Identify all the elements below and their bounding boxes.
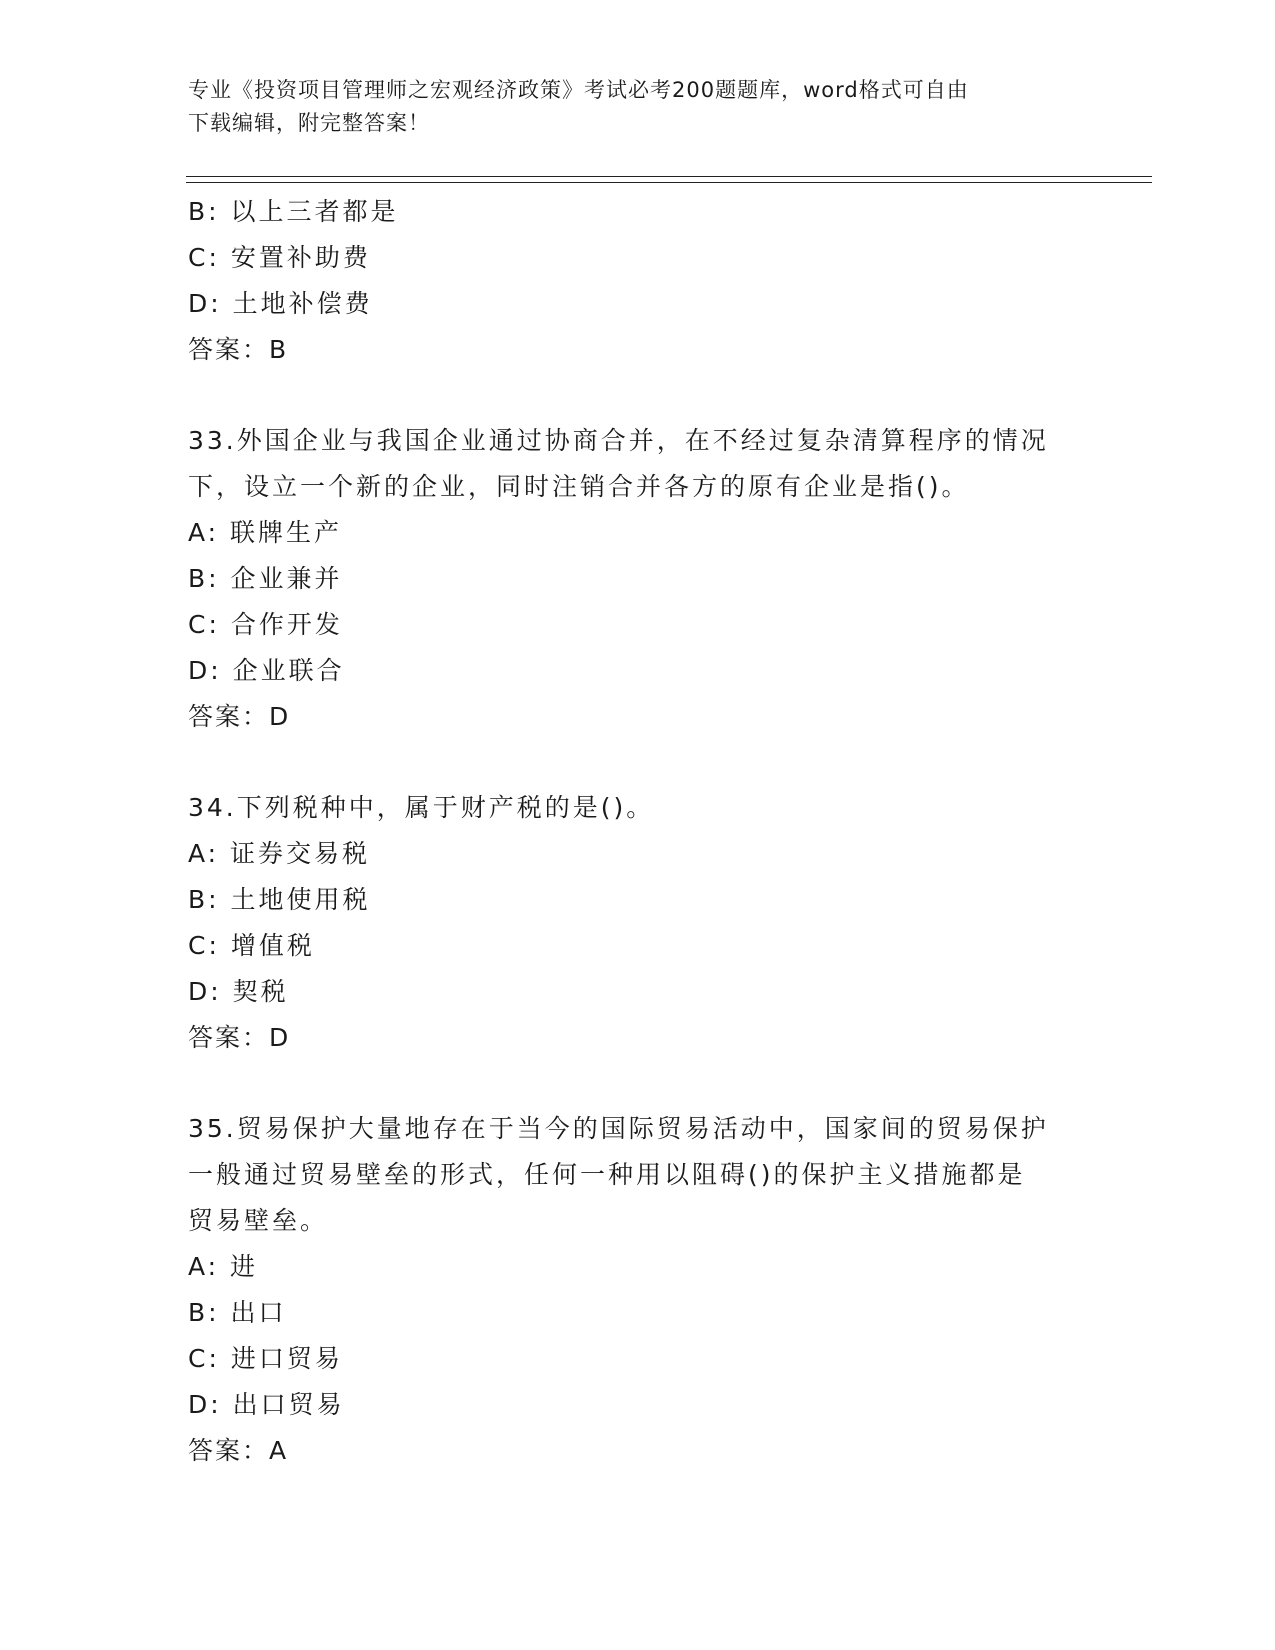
spacer [188,373,1088,418]
answer-line: 答案：A [188,1436,289,1465]
option-c: C: 安置补助费 [188,243,371,272]
answer-line: 答案：B [188,335,289,364]
option-d: D: 契税 [188,977,289,1006]
header-line-1: 专业《投资项目管理师之宏观经济政策》考试必考200题题库，word格式可自由 [188,78,969,102]
option-a: A: 进 [188,1252,259,1281]
question-list [188,189,1088,1474]
header-line-2: 下载编辑，附完整答案！ [188,111,430,135]
option-b: B: 以上三者都是 [188,197,399,226]
answer-line: 答案：D [188,1023,291,1052]
option-c: C: 增值税 [188,931,315,960]
spacer [188,740,1088,785]
spacer [188,1061,1088,1106]
question-33 [188,418,1088,740]
answer-line: 答案：D [188,702,291,731]
header-divider-top [186,176,1152,177]
carryover-question [188,189,1088,373]
question-35 [188,1106,1088,1474]
option-b: B: 土地使用税 [188,885,371,914]
question-34 [188,785,1088,1061]
option-b: B: 出口 [188,1298,287,1327]
option-d: D: 出口贸易 [188,1390,345,1419]
option-c: C: 合作开发 [188,610,343,639]
option-c: C: 进口贸易 [188,1344,343,1373]
option-a: A: 联牌生产 [188,518,343,547]
question-text-line: 贸易壁垒。 [188,1206,329,1235]
question-text-line: 35.贸易保护大量地存在于当今的国际贸易活动中，国家间的贸易保护 [188,1114,1049,1143]
header-divider-bottom [186,182,1152,183]
question-text-line: 34.下列税种中，属于财产税的是()。 [188,793,655,822]
option-a: A: 证券交易税 [188,839,371,868]
option-d: D: 企业联合 [188,656,345,685]
document-header [188,74,1088,140]
question-text-line: 33.外国企业与我国企业通过协商合并，在不经过复杂清算程序的情况 [188,426,1049,455]
question-text-line: 下，设立一个新的企业，同时注销合并各方的原有企业是指()。 [188,472,970,501]
option-b: B: 企业兼并 [188,564,343,593]
option-d: D: 土地补偿费 [188,289,373,318]
question-text-line: 一般通过贸易壁垒的形式，任何一种用以阻碍()的保护主义措施都是 [188,1160,1026,1189]
